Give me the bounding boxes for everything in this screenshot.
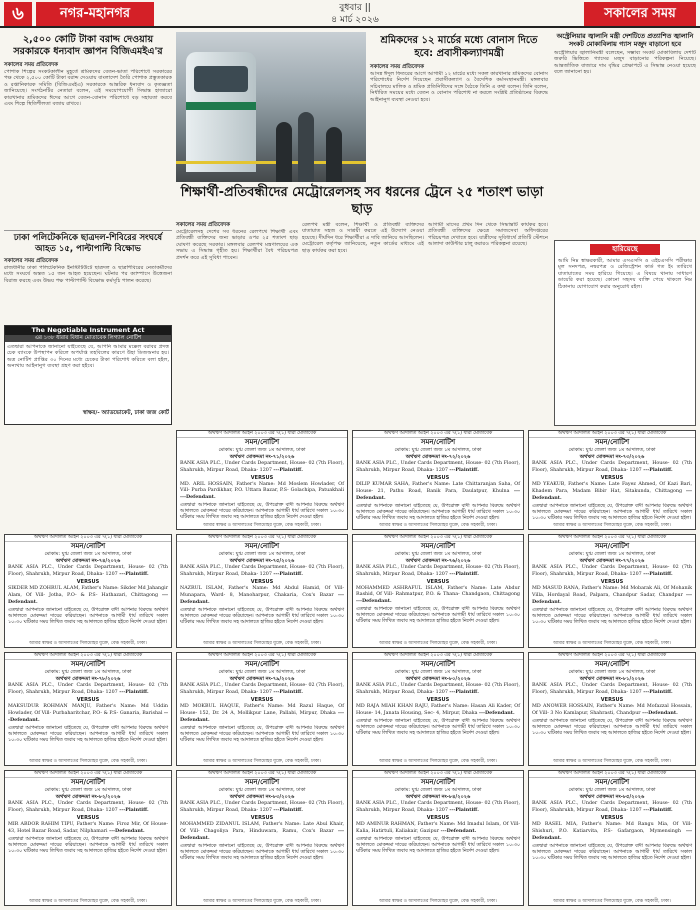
notice-versus: VERSUS <box>426 815 450 821</box>
notice-versus: VERSUS <box>250 815 274 821</box>
notice-defendant <box>5 821 171 836</box>
plaintiff-label: ---Plaintiff. <box>273 571 303 577</box>
notice-plaintiff <box>177 800 347 815</box>
notice-body: এতদ্বারা আপনাকে জানানো যাইতেছে যে, উপরোক্ত বাদী আপনার বিরুদ্ধে অর্থঋণ আদালতে মোকদ্দমা দায়ের করিয়াছেন। আপনাকে আগামী ধার্য তারিখে সকাল ১০:৩০ ঘটিকার সময় লিখিত জবাব সহ আদালতে হাজির হইতে নির্দেশ দেওয়া হইল। <box>8 837 168 854</box>
notice-case-no: অর্থঋণ মোকদ্দমা নং-৭৫/২০২৬ <box>229 557 295 564</box>
plaintiff-text: BANK ASIA PLC., Under Cards Department, House- 02 (7th Floor), Shahrukh, Mirpur Road, Dhaka- 1207 <box>356 683 520 695</box>
notice-title: সমন/নোটিশ <box>70 778 106 786</box>
date-label: ৪ মার্চ ২০২৬ <box>331 15 379 25</box>
notice-case-no: অর্থঋণ মোকদ্দমা নং-৮৫/২০২৬ <box>579 793 645 800</box>
notice-top-line: অর্থঋণ আদালত আইন ২০০৩ এর ৭(১) ধারা মোতাবেক <box>529 431 695 438</box>
notice-court: মোকাম: যুগ্ম জেলা জজ ১ম আদালত, ঢাকা <box>218 447 306 453</box>
notice-versus: VERSUS <box>426 697 450 703</box>
notice-plaintiff <box>529 460 695 475</box>
plaintiff-text: BANK ASIA PLC., Under Cards Department, House- 02 (7th Floor), Shahrukh, Mirpur Road, Dhaka- 1207 <box>532 683 692 695</box>
notice-top-line: অর্থঋণ আদালত আইন ২০০৩ এর ৭(১) ধারা মোতাবেক <box>5 535 171 542</box>
plaintiff-label: ---Plaintiff. <box>119 571 149 577</box>
plaintiff-label: ---Plaintiff. <box>119 807 149 813</box>
notice-body: এতদ্বারা আপনাকে জানানো যাইতেছে যে, উপরোক্ত বাদী আপনার বিরুদ্ধে অর্থঋণ আদালতে মোকদ্দমা দায়ের করিয়াছেন। আপনাকে আগামী ধার্য তারিখে সকাল ১০:৩০ ঘটিকার সময় লিখিত জবাব সহ আদালতে হাজির হইতে নির্দেশ দেওয়া হইল। <box>8 726 168 743</box>
notice-body: এতদ্বারা আপনাকে জানানো যাইতেছে যে, উপরোক্ত বাদী আপনার বিরুদ্ধে অর্থঋণ আদালতে মোকদ্দমা দায়ের করিয়াছেন। আপনাকে আগামী ধার্য তারিখে সকাল ১০:৩০ ঘটিকার সময় লিখিত জবাব সহ আদালতে হাজির হইতে নির্দেশ দেওয়া হইল। <box>8 608 168 625</box>
notice-court: মোকাম: যুগ্ম জেলা জজ ১ম আদালত, ঢাকা <box>218 787 306 793</box>
notice-versus: VERSUS <box>76 697 100 703</box>
notice-defendant <box>177 821 347 843</box>
notice-defendant <box>529 821 695 843</box>
feature-text-1: মেট্রোরেলসহ দেশের সব ধরনের রেলপথে শিক্ষার্থী এবং প্রতিবন্ধী ব্যক্তিদের জন্য ভাড়ার ওপর ২৫ শতাংশ ছাড় ঘোষণা করেছে সরকার। মঙ্গলবার রেলপথ মন্ত্রণালয়ের এক সভায় এ সিদ্ধান্ত গৃহীত হয়। শিক্ষার্থীরা বৈধ পরিচয়পত্র প্রদর্শন করে এই সুবিধা পাবেন। <box>176 229 298 261</box>
lead-headline: ২,৫০০ কোটি টাকা বরাদ্দ দেওয়ায় সরকারকে ধন্যবাদ জ্ঞাপন বিজিএমইএ'র <box>13 34 163 57</box>
notice-body: এতদ্বারা আপনাকে জানানো যাইতেছে যে, উপরোক্ত বাদী আপনার বিরুদ্ধে অর্থঋণ আদালতে মোকদ্দমা দায়ের করিয়াছেন। আপনাকে আগামী ধার্য তারিখে সকাল ১০:৩০ ঘটিকার সময় লিখিত জবাব সহ আদালতে হাজির হইতে নির্দেশ দেওয়া হইল। <box>180 503 344 520</box>
plaintiff-label: ---Plaintiff. <box>643 571 673 577</box>
defendant-text: NAZRUL ISLAM, Father's Name: Md Abdul Hamid, Of Vill- Munapara, Ward- 8, Manoharpur, Chakaria, Cox's Bazar <box>180 586 344 598</box>
notice-plaintiff <box>529 564 695 579</box>
lead-body-text: পোশাক শিল্পের সংকটকালীন মুহূর্তে শ্রমিকদের বেতন-ভাতা পরিশোধে সরকারের পক্ষ থেকে ২,৫০০ কোটি টাকা বরাদ্দ দেওয়ায় বাংলাদেশ তৈরি পোশাক প্রস্তুতকারক ও রপ্তানিকারক সমিতি (বিজিএমইএ) সরকারকে আন্তরিক ধন্যবাদ ও কৃতজ্ঞতা জানিয়েছে। সংগঠনটির নেতারা বলেন, এই সময়োপযোগী সিদ্ধান্ত হাজারো কারখানার শ্রমিকদের ঈদের আগে বেতন-বোনাস পরিশোধে বড় সহায়তা করবে এবং শিল্পে স্থিতিশীলতা বজায় রাখবে। <box>4 69 172 108</box>
plaintiff-text: BANK ASIA PLC., Under Cards Department, House- 02 (7th Floor), Shahrukh, Mirpur Road, Dhaka- 1207 <box>8 683 168 695</box>
defendant-label: ---Defendant. <box>180 592 344 605</box>
defendant-text: SIKDER MD ZOHRUL ALAM, Father's Name: Sikder Md Jahangir Alam, Of Vill- Jotha, P.O- & P.S- Hathazari, Chittagong <box>8 586 169 598</box>
notice-title: সমন/নোটিশ <box>594 542 630 550</box>
notice-body: এতদ্বারা আপনাকে জানানো যাইতেছে যে, উপরোক্ত বাদী আপনার বিরুদ্ধে অর্থঋণ আদালতে মোকদ্দমা দায়ের করিয়াছেন। আপনাকে আগামী ধার্য তারিখে সকাল ১০:৩০ ঘটিকার সময় লিখিত জবাব সহ আদালতে হাজির হইতে নির্দেশ দেওয়া হইল। <box>532 719 692 736</box>
defendant-text: MAKSUDUR ROHMAN MANJU, Father's Name: Md Uddin Howlader, Of Vill- Purbaharitchar, P.O- & P.S- Ganaria, Barishal <box>8 704 168 716</box>
notice-body: এতদ্বারা আপনাকে জানানো যাইতেছে যে, উপরোক্ত বাদী আপনার বিরুদ্ধে অর্থঋণ আদালতে মোকদ্দমা দায়ের করিয়াছেন। আপনাকে আগামী ধার্য তারিখে সকাল ১০:৩০ ঘটিকার সময় লিখিত জবাব সহ আদালতে হাজির হইতে নির্দেশ দেওয়া হইল। <box>356 719 520 736</box>
notice-top-line: অর্থঋণ আদালত আইন ২০০৩ এর ৭(১) ধারা মোতাবেক <box>5 653 171 660</box>
notice-footer: আমার স্বাক্ষর ও আদালতের সিলমোহর যুক্তে, বেঞ্চ সহকারী, ঢাকা। <box>29 640 147 646</box>
ni-signature: স্বাক্ষর/- অ্যাডভোকেট, ঢাকা জজ কোর্ট <box>82 410 169 416</box>
notice-plaintiff <box>5 564 171 579</box>
feature-byline: সকালের সময় প্রতিবেদক <box>176 222 230 228</box>
plaintiff-text: BANK ASIA PLC., Under Cards Department, House- 02 (7th Floor), Shahrukh, Mirpur Road, Dhaka- 1207 <box>532 565 692 577</box>
notice-footer: আমার স্বাক্ষর ও আদালতের সিলমোহর যুক্তে, বেঞ্চ সহকারী, ঢাকা। <box>553 758 671 764</box>
notice-plaintiff <box>177 564 347 579</box>
feature-text-3: আগামী মাসের প্রথম দিন থেকে সিদ্ধান্তটি কার্যকর হবে। প্রতিবন্ধী ব্যক্তিদের ক্ষেত্রে সমাজসেবা অধিদপ্তরের পরিচয়পত্র দেখাতে হবে। যাত্রীদের সুবিধার্থে প্রতিটি স্টেশনে আলাদা কাউন্টার চালু করারও পরিকল্পনা রয়েছে। <box>428 222 548 248</box>
notice-court: মোকাম: যুগ্ম জেলা জজ ১ম আদালত, ঢাকা <box>568 787 656 793</box>
notice-footer: আমার স্বাক্ষর ও আদালতের সিলমোহর যুক্তে, বেঞ্চ সহকারী, ঢাকা। <box>203 640 321 646</box>
plaintiff-label: ---Plaintiff. <box>643 689 673 695</box>
notice-top-line: অর্থঋণ আদালত আইন ২০০৩ এর ৭(১) ধারা মোতাবেক <box>353 771 523 778</box>
notice-body: এতদ্বারা আপনাকে জানানো যাইতেছে যে, উপরোক্ত বাদী আপনার বিরুদ্ধে অর্থঋণ আদালতে মোকদ্দমা দায়ের করিয়াছেন। আপনাকে আগামী ধার্য তারিখে সকাল ১০:৩০ ঘটিকার সময় লিখিত জবাব সহ আদালতে হাজির হইতে নির্দেশ দেওয়া হইল। <box>356 504 520 521</box>
notice-footer: আমার স্বাক্ষর ও আদালতের সিলমোহর যুক্তে, বেঞ্চ সহকারী, ঢাকা। <box>379 640 497 646</box>
court-notice <box>528 534 696 648</box>
plaintiff-text: BANK ASIA PLC., Under Cards Department, House- 02 (7th Floor), Shahrukh, Mirpur Road, Dhaka- 1207 <box>356 565 520 577</box>
notice-body: এতদ্বারা আপনাকে জানানো যাইতেছে যে, উপরোক্ত বাদী আপনার বিরুদ্ধে অর্থঋণ আদালতে মোকদ্দমা দায়ের করিয়াছেন। আপনাকে আগামী ধার্য তারিখে সকাল ১০:৩০ ঘটিকার সময় লিখিত জবাব সহ আদালতে হাজির হইতে নির্দেশ দেওয়া হইল। <box>180 726 344 743</box>
notice-court: মোকাম: যুগ্ম জেলা জজ ১ম আদালত, ঢাকা <box>394 551 482 557</box>
notice-body: এতদ্বারা আপনাকে জানানো যাইতেছে যে, উপরোক্ত বাদী আপনার বিরুদ্ধে অর্থঋণ আদালতে মোকদ্দমা দায়ের করিয়াছেন। আপনাকে আগামী ধার্য তারিখে সকাল ১০:৩০ ঘটিকার সময় লিখিত জবাব সহ আদালতে হাজির হইতে নির্দেশ দেওয়া হইল। <box>532 844 692 861</box>
notice-defendant <box>529 481 695 503</box>
lost-notice-text: আমি নিম্ন স্বাক্ষরকারী, আমার এসএসসি ও এইচএসসি পরীক্ষার মূল সনদপত্র, নম্বরপত্র ও রেজিস্ট্রেশন কার্ড গত ইং তারিখে যাতায়াতের সময় হারিয়ে গিয়েছে। এ বিষয়ে থানায় সাধারণ ডায়েরি করা হয়েছে। কোনো সহৃদয় ব্যক্তি পেয়ে থাকলে নিম্ন ঠিকানায় যোগাযোগ করার অনুরোধ রইল। <box>558 258 692 290</box>
newspaper-logo: সকালের সময় <box>584 2 696 26</box>
notice-case-no: অর্থঋণ মোকদ্দমা নং-৭৬/২০২৬ <box>405 557 471 564</box>
plaintiff-label: ---Plaintiff. <box>449 467 479 473</box>
plaintiff-text: BANK ASIA PLC., Under Cards Department, House- 02 (7th Floor), Shahrukh, Mirpur Road, Dhaka- 1207 <box>532 801 692 813</box>
notice-defendant <box>177 481 347 502</box>
defendant-text: MOHAMMED ASHRAFUL ISLAM, Father's Name: Late Abdur Rashid, Of Vill- Rahmatpur, P.O. & Thana- Chandgaon, Chittagong <box>356 586 520 597</box>
defendant-label: ---Defendant. <box>180 710 344 723</box>
notice-case-no: অর্থঋণ মোকদ্দমা নং-৭৯/২০২৬ <box>229 675 295 682</box>
notice-footer: আমার স্বাক্ষর ও আদালতের সিলমোহর যুক্তে, বেঞ্চ সহকারী, ঢাকা। <box>203 522 321 528</box>
defendant-label: ---Defendant. <box>440 828 477 834</box>
court-notice <box>176 430 348 530</box>
court-notice <box>4 652 172 766</box>
defendant-text: MD YEAKUB, Father's Name: Late Fayez Ahmed, Of Kazi Bari, Khadem Para, Madam Bibir Hat, Sitakunda, Chittagong <box>532 482 692 494</box>
court-notice <box>528 652 696 766</box>
plaintiff-text: BANK ASIA PLC., Under Cards Department, House- 02 (7th Floor), Shahrukh, Mirpur Road, Dhaka- 1207 <box>180 683 344 695</box>
ni-body-text: এতদ্বারা আপনাকে জানানো যাইতেছে যে, আপনি আমার মক্কেল বরাবর প্রদত্ত চেক ব্যাংকে উপস্থাপন করিলে অপর্যাপ্ত তহবিলের কারণে উহা ডিজঅনার হয়। অত্র নোটিশ প্রাপ্তির ৩০ দিনের মধ্যে চেকের টাকা পরিশোধ করিতে বলা হইল, অন্যথায় আইনানুগ ব্যবস্থা গ্রহণ করা হইবে। <box>7 344 169 370</box>
defendant-text: MD RASEL MIA, Father's Name: Md Rangu Mia, Of Vill- Shishuri, P.O. Katiarvita, P.S- Gafargaon, Mymensingh <box>532 822 692 834</box>
notice-case-no: অর্থঋণ মোকদ্দমা নং-৭৮/২০২৬ <box>55 675 121 682</box>
notice-versus: VERSUS <box>600 579 624 585</box>
notice-case-no: অর্থঋণ মোকদ্দমা নং-৭৩/২০২৬ <box>579 453 645 460</box>
notice-top-line: অর্থঋণ আদালত আইন ২০০৩ এর ৭(১) ধারা মোতাবেক <box>353 653 523 660</box>
defendant-text: MD MASUD RANA, Father's Name: Md Mobarak Ali, Of Mohanik Villa, Hordayal Road, Palpara, Chandpur Sadar, Chandpur <box>532 586 692 598</box>
notice-case-no: অর্থঋণ মোকদ্দমা নং-৮৪/২০২৬ <box>405 793 471 800</box>
right-column-text: অস্ট্রেলিয়ার জ্বালানিমন্ত্রী বলেছেন, সম্ভাব্য সংকট মোকাবিলায় দেশটি জরুরি ভিত্তিতে গ্যাসের মজুদ বাড়ানোর পরিকল্পনা নিয়েছে। আন্তর্জাতিক বাজারে দাম বৃদ্ধির প্রেক্ষাপটে এ সিদ্ধান্ত নেওয়া হয়েছে বলে জানানো হয়। <box>554 50 696 76</box>
notice-footer: আমার স্বাক্ষর ও আদালতের সিলমোহর যুক্তে, বেঞ্চ সহকারী, ঢাকা। <box>379 522 497 528</box>
notice-title: সমন/নোটিশ <box>594 660 630 668</box>
right-story-headline: শ্রমিকদের ১২ মার্চের মধ্যে বোনাস দিতে হবে: প্রবাসীকল্যাণমন্ত্রী <box>380 35 538 59</box>
notice-footer: আমার স্বাক্ষর ও আদালতের সিলমোহর যুক্তে, বেঞ্চ সহকারী, ঢাকা। <box>29 898 147 904</box>
notice-case-no: অর্থঋণ মোকদ্দমা নং-৮৩/২০২৬ <box>229 793 295 800</box>
notice-plaintiff <box>5 682 171 697</box>
notice-title: সমন/নোটিশ <box>594 438 630 446</box>
feature-text-2: রেলপথ মন্ত্রী বলেন, শিক্ষার্থী ও প্রতিবন্ধী ব্যক্তিদের যাতায়াত সহজ ও সাশ্রয়ী করতে এই উদ্যোগ নেওয়া হয়েছে। দীর্ঘদিন ধরে শিক্ষার্থীরা এ দাবি জানিয়ে আসছিলেন। মেট্রোরেল কর্তৃপক্ষ জানিয়েছে, নতুন কার্ডের মাধ্যমে এই ছাড় কার্যকর করা হবে। <box>302 222 424 254</box>
plaintiff-label: ---Plaintiff. <box>449 807 479 813</box>
notice-versus: VERSUS <box>426 579 450 585</box>
notice-footer: আমার স্বাক্ষর ও আদালতের সিলমোহর যুক্তে, বেঞ্চ সহকারী, ঢাকা। <box>29 758 147 764</box>
notice-plaintiff <box>177 460 347 475</box>
right-story-byline: সকালের সময় প্রতিবেদক <box>370 64 424 70</box>
notice-versus: VERSUS <box>76 579 100 585</box>
feature-headline: শিক্ষার্থী-প্রতিবন্ধীদের মেট্রোরেলসহ সব ধরনের ট্রেনে ২৫ শতাংশ ভাড়া ছাড় <box>180 185 544 217</box>
defendant-label: ---Defendant. <box>356 488 520 501</box>
defendant-label: ---Defendant. <box>8 710 168 723</box>
notice-defendant <box>5 585 171 607</box>
story2-body-text: রাজধানীর ঢাকা পলিটেকনিক ইনস্টিটিউটে ছাত্রদল ও ছাত্রশিবিরের নেতাকর্মীদের মধ্যে সংঘর্ষে অন্তত ১৫ জন আহত হয়েছেন। ঘটনার পর ক্যাম্পাসে উত্তেজনা বিরাজ করছে এবং উভয় পক্ষ পাল্টাপাল্টি বিক্ষোভ কর্মসূচি পালন করেছে। <box>4 265 172 284</box>
notice-footer: আমার স্বাক্ষর ও আদালতের সিলমোহর যুক্তে, বেঞ্চ সহকারী, ঢাকা। <box>553 522 671 528</box>
plaintiff-text: BANK ASIA PLC., Under Cards Department, House- 02 (7th Floor), Shahrukh, Mirpur Road, Dhaka- 1207 <box>180 801 344 813</box>
notice-versus: VERSUS <box>76 815 100 821</box>
notice-court: মোকাম: যুগ্ম জেলা জজ ১ম আদালত, ঢাকা <box>44 669 132 675</box>
plaintiff-label: ---Plaintiff. <box>119 689 149 695</box>
train-stripe <box>186 102 256 110</box>
defendant-label: ---Defendant. <box>356 598 392 604</box>
court-notice <box>176 652 348 766</box>
notice-top-line: অর্থঋণ আদালত আইন ২০০৩ এর ৭(১) ধারা মোতাবেক <box>177 771 347 778</box>
notice-court: মোকাম: যুগ্ম জেলা জজ ১ম আদালত, ঢাকা <box>218 551 306 557</box>
notice-footer: আমার স্বাক্ষর ও আদালতের সিলমোহর যুক্তে, বেঞ্চ সহকারী, ঢাকা। <box>379 898 497 904</box>
notice-defendant <box>177 703 347 725</box>
plaintiff-text: BANK ASIA PLC., Under Cards Department, House- 02 (7th Floor), Shahrukh, Mirpur Road, Dhaka- 1207 <box>180 565 344 577</box>
notice-plaintiff <box>353 800 523 815</box>
notice-defendant <box>353 481 523 503</box>
notice-title: সমন/নোটিশ <box>70 660 106 668</box>
notice-defendant <box>177 585 347 607</box>
lost-notice <box>554 240 696 426</box>
plaintiff-text: BANK ASIA PLC., Under Cards Department, House- 02 (7th Floor), Shahrukh, Mirpur Road, Dhaka- 1207 <box>532 461 692 473</box>
notice-body: এতদ্বারা আপনাকে জানানো যাইতেছে যে, উপরোক্ত বাদী আপনার বিরুদ্ধে অর্থঋণ আদালতে মোকদ্দমা দায়ের করিয়াছেন। আপনাকে আগামী ধার্য তারিখে সকাল ১০:৩০ ঘটিকার সময় লিখিত জবাব সহ আদালতে হাজির হইতে নির্দেশ দেওয়া হইল। <box>180 608 344 625</box>
passenger-figure <box>326 127 342 182</box>
notice-defendant <box>5 703 171 725</box>
notice-body: এতদ্বারা আপনাকে জানানো যাইতেছে যে, উপরোক্ত বাদী আপনার বিরুদ্ধে অর্থঋণ আদালতে মোকদ্দমা দায়ের করিয়াছেন। আপনাকে আগামী ধার্য তারিখে সকাল ১০:৩০ ঘটিকার সময় লিখিত জবাব সহ আদালতে হাজির হইতে নির্দেশ দেওয়া হইল। <box>532 608 692 625</box>
notice-versus: VERSUS <box>600 475 624 481</box>
notice-top-line: অর্থঋণ আদালত আইন ২০০৩ এর ৭(১) ধারা মোতাবেক <box>177 535 347 542</box>
court-notice <box>176 770 348 906</box>
plaintiff-label: ---Plaintiff. <box>643 467 673 473</box>
notice-court: মোকাম: যুগ্ম জেলা জজ ১ম আদালত, ঢাকা <box>218 669 306 675</box>
notice-body: এতদ্বারা আপনাকে জানানো যাইতেছে যে, উপরোক্ত বাদী আপনার বিরুদ্ধে অর্থঋণ আদালতে মোকদ্দমা দায়ের করিয়াছেন। আপনাকে আগামী ধার্য তারিখে সকাল ১০:৩০ ঘটিকার সময় লিখিত জবাব সহ আদালতে হাজির হইতে নির্দেশ দেওয়া হইল। <box>532 504 692 521</box>
notice-plaintiff <box>529 682 695 697</box>
notice-plaintiff <box>353 682 523 697</box>
notice-court: মোকাম: যুগ্ম জেলা জজ ১ম আদালত, ঢাকা <box>394 787 482 793</box>
notice-defendant <box>353 703 523 718</box>
defendant-text: MD RAJA MIAH KHAN RAJU, Father's Name: Hasan Ali Kader, Of House- 14, Janata Housing, Sec- 4, Mirpur, Dhaka <box>356 704 520 716</box>
notice-top-line: অর্থঋণ আদালত আইন ২০০৩ এর ৭(১) ধারা মোতাবেক <box>529 771 695 778</box>
notice-plaintiff <box>529 800 695 815</box>
defendant-label: ---Defendant. <box>642 710 678 716</box>
notice-case-no: অর্থঋণ মোকদ্দমা নং-৮০/২০২৬ <box>405 675 471 682</box>
defendant-text: MD ANOWER HOSSAIN, Father's Name: Md Mofazzal Hossain, Of Vill- 3 No Kamlapur, Shahrasti, Chandpur <box>532 704 692 716</box>
notice-title: সমন/নোটিশ <box>420 660 456 668</box>
defendant-text: MD AMINUR RAHMAN, Father's Name: Md Imadul Islam, Of Vill- Kalia, Hatirtuli, Kaliakair, Gazipur <box>356 822 520 834</box>
defendant-text: DILIP KUMAR SAHA, Father's Name: Late Chittaranjan Saha, Of House- 21, Pathu Road, Banik Para, Daulatpur, Khulna <box>356 482 520 494</box>
notice-defendant <box>529 585 695 607</box>
lead-story <box>4 62 172 227</box>
notice-top-line: অর্থঋণ আদালত আইন ২০০৩ এর ৭(১) ধারা মোতাবেক <box>177 653 347 660</box>
notice-defendant <box>529 703 695 718</box>
notice-footer: আমার স্বাক্ষর ও আদালতের সিলমোহর যুক্তে, বেঞ্চ সহকারী, ঢাকা। <box>553 640 671 646</box>
notice-case-no: অর্থঋণ মোকদ্দমা নং-৭৭/২০২৬ <box>579 557 645 564</box>
court-notice <box>176 534 348 648</box>
notice-versus: VERSUS <box>250 697 274 703</box>
right-story <box>370 64 548 182</box>
notice-title: সমন/নোটিশ <box>244 438 280 446</box>
notice-top-line: অর্থঋণ আদালত আইন ২০০৩ এর ৭(১) ধারা মোতাবেক <box>353 535 523 542</box>
notice-court: মোকাম: যুগ্ম জেলা জজ ১ম আদালত, ঢাকা <box>394 447 482 453</box>
story2-byline: সকালের সময় প্রতিবেদক <box>4 258 58 264</box>
defendant-label: ---Defendant. <box>532 488 693 501</box>
court-notice <box>352 652 524 766</box>
plaintiff-text: BANK ASIA PLC., Under Cards Department, House- 02 (7th Floor), Shahrukh, Mirpur Road, Dhaka- 1207 <box>8 565 168 577</box>
court-notice <box>352 770 524 906</box>
notice-top-line: অর্থঋণ আদালত আইন ২০০৩ এর ৭(১) ধারা মোতাবেক <box>529 653 695 660</box>
notice-plaintiff <box>353 460 523 475</box>
notice-plaintiff <box>5 800 171 815</box>
plaintiff-label: ---Plaintiff. <box>643 807 673 813</box>
notice-body: এতদ্বারা আপনাকে জানানো যাইতেছে যে, উপরোক্ত বাদী আপনার বিরুদ্ধে অর্থঋণ আদালতে মোকদ্দমা দায়ের করিয়াছেন। আপনাকে আগামী ধার্য তারিখে সকাল ১০:৩০ ঘটিকার সময় লিখিত জবাব সহ আদালতে হাজির হইতে নির্দেশ দেওয়া হইল। <box>356 837 520 854</box>
defendant-text: MOHAMMED ZIDANUL ISLAM, Father's Name: Late Abul Khair, Of Vill- Chagoliya Para, Hinduwara, Ramu, Cox's Bazar <box>180 822 344 834</box>
plaintiff-text: BANK ASIA PLC., Under Cards Department, House- 02 (7th Floor), Shahrukh, Mirpur Road, Dhaka- 1207 <box>8 801 168 813</box>
plaintiff-text: BANK ASIA PLC., Under Cards Department, House- 02 (7th Floor), Shahrukh, Mirpur Road, Dhaka- 1207 <box>180 461 344 473</box>
defendant-label: ---Defendant. <box>532 828 692 841</box>
court-notice <box>4 770 172 906</box>
notice-body: এতদ্বারা আপনাকে জানানো যাইতেছে যে, উপরোক্ত বাদী আপনার বিরুদ্ধে অর্থঋণ আদালতে মোকদ্দমা দায়ের করিয়াছেন। আপনাকে আগামী ধার্য তারিখে সকাল ১০:৩০ ঘটিকার সময় লিখিত জবাব সহ আদালতে হাজির হইতে নির্দেশ দেওয়া হইল। <box>180 844 344 861</box>
notice-court: মোকাম: যুগ্ম জেলা জজ ১ম আদালত, ঢাকা <box>568 669 656 675</box>
story2-headline: ঢাকা পলিটেকনিকে ছাত্রদল-শিবিরের সংঘর্ষে আহত ১৫, পাল্টাপাল্টি বিক্ষোভ <box>4 230 172 255</box>
plaintiff-label: ---Plaintiff. <box>273 807 303 813</box>
notice-footer: আমার স্বাক্ষর ও আদালতের সিলমোহর যুক্তে, বেঞ্চ সহকারী, ঢাকা। <box>379 758 497 764</box>
notice-court: মোকাম: যুগ্ম জেলা জজ ১ম আদালত, ঢাকা <box>44 551 132 557</box>
court-notice <box>528 770 696 906</box>
notice-top-line: অর্থঋণ আদালত আইন ২০০৩ এর ৭(১) ধারা মোতাবেক <box>177 431 347 438</box>
notice-title: সমন/নোটিশ <box>420 542 456 550</box>
plaintiff-label: ---Plaintiff. <box>449 571 479 577</box>
dateline <box>290 2 420 26</box>
lead-byline: সকালের সময় প্রতিবেদক <box>4 62 58 68</box>
feature-column-1 <box>176 222 298 427</box>
plaintiff-text: BANK ASIA PLC., Under Cards Department, House- 02 (7th Floor), Shahrukh, Mirpur Road, Dhaka- 1207 <box>356 461 520 473</box>
notice-title: সমন/নোটিশ <box>244 660 280 668</box>
notice-top-line: অর্থঋণ আদালত আইন ২০০৩ এর ৭(১) ধারা মোতাবেক <box>353 431 523 438</box>
defendant-text: MD. ARIL HOSSAIN, Father's Name: Md Moslem Howlader, Of Vill- Purba Pardikhar, P.O. Uttara Bazar, P.S- Golachipa, Patuakhali <box>180 482 344 493</box>
notice-case-no: অর্থঋণ মোকদ্দমা নং-৮১/২০২৬ <box>579 675 645 682</box>
notice-versus: VERSUS <box>250 475 274 481</box>
right-column-headline: অস্ট্রেলিয়ার জ্বালানি মন্ত্রী দেশটিতে প্রত্যাশিত জ্বালানি সংকট মোকাবিলায় গ্যাস মজুদ বাড়ানো হবে <box>556 32 694 48</box>
notice-plaintiff <box>177 682 347 697</box>
right-story-body-text: আসন্ন ঈদুল ফিতরের আগে আগামী ১২ মার্চের মধ্যে সকল কারখানার শ্রমিকদের বোনাস পরিশোধের নির্দেশ দিয়েছেন প্রবাসীকল্যাণ ও বৈদেশিক কর্মসংস্থানমন্ত্রী। মঙ্গলবার সচিবালয়ে মালিক ও শ্রমিক প্রতিনিধিদের সঙ্গে বৈঠকে তিনি এ কথা বলেন। তিনি বলেন, নির্ধারিত সময়ের মধ্যে বেতন ও বোনাস পরিশোধ না করলে সংশ্লিষ্ট প্রতিষ্ঠানের বিরুদ্ধে আইনানুগ ব্যবস্থা নেওয়া হবে। <box>370 71 548 103</box>
notice-case-no: অর্থঋণ মোকদ্দমা নং-৭১/২০২৬ <box>229 453 295 460</box>
notice-court: মোকাম: যুগ্ম জেলা জজ ১ম আদালত, ঢাকা <box>44 787 132 793</box>
defendant-label: ---Defendant. <box>479 710 515 716</box>
defendant-label: ---Defendant. <box>8 592 168 605</box>
notice-versus: VERSUS <box>600 697 624 703</box>
notice-footer: আমার স্বাক্ষর ও আদালতের সিলমোহর যুক্তে, বেঞ্চ সহকারী, ঢাকা। <box>553 898 671 904</box>
day-label: বুধবার || <box>339 3 371 13</box>
lost-notice-title: হারিয়েছে <box>590 244 660 255</box>
notice-defendant <box>353 585 523 606</box>
notice-case-no: অর্থঋণ মোকদ্দমা নং-৭২/২০২৬ <box>405 453 471 460</box>
court-notice <box>352 534 524 648</box>
court-notice <box>528 430 696 530</box>
notice-top-line: অর্থঋণ আদালত আইন ২০০৩ এর ৭(১) ধারা মোতাবেক <box>529 535 695 542</box>
notice-court: মোকাম: যুগ্ম জেলা জজ ১ম আদালত, ঢাকা <box>568 447 656 453</box>
notice-title: সমন/নোটিশ <box>420 438 456 446</box>
notice-footer: আমার স্বাক্ষর ও আদালতের সিলমোহর যুক্তে, বেঞ্চ সহকারী, ঢাকা। <box>203 758 321 764</box>
notice-court: মোকাম: যুগ্ম জেলা জজ ১ম আদালত, ঢাকা <box>394 669 482 675</box>
defendant-label: ---Defendant. <box>180 494 216 500</box>
plaintiff-label: ---Plaintiff. <box>273 467 303 473</box>
negotiable-instrument-notice <box>4 325 172 425</box>
notice-versus: VERSUS <box>426 475 450 481</box>
passenger-figure <box>276 122 292 182</box>
notice-body: এতদ্বারা আপনাকে জানানো যাইতেছে যে, উপরোক্ত বাদী আপনার বিরুদ্ধে অর্থঋণ আদালতে মোকদ্দমা দায়ের করিয়াছেন। আপনাকে আগামী ধার্য তারিখে সকাল ১০:৩০ ঘটিকার সময় লিখিত জবাব সহ আদালতে হাজির হইতে নির্দেশ দেওয়া হইল। <box>356 607 520 624</box>
notice-case-no: অর্থঋণ মোকদ্দমা নং-৮২/২০২৬ <box>55 793 121 800</box>
notice-title: সমন/নোটিশ <box>244 778 280 786</box>
notice-title: সমন/নোটিশ <box>244 542 280 550</box>
plaintiff-text: BANK ASIA PLC., Under Cards Department, House- 02 (7th Floor), Shahrukh, Mirpur Road, Dhaka- 1207 <box>356 801 520 813</box>
notice-versus: VERSUS <box>250 579 274 585</box>
defendant-label: ---Defendant. <box>109 828 145 834</box>
plaintiff-label: ---Plaintiff. <box>273 689 303 695</box>
notice-case-no: অর্থঋণ মোকদ্দমা নং-৭৪/২০২৬ <box>55 557 121 564</box>
train-window <box>194 66 248 92</box>
notice-title: সমন/নোটিশ <box>594 778 630 786</box>
notice-title: সমন/নোটিশ <box>70 542 106 550</box>
plaintiff-label: ---Plaintiff. <box>449 689 479 695</box>
notice-footer: আমার স্বাক্ষর ও আদালতের সিলমোহর যুক্তে, বেঞ্চ সহকারী, ঢাকা। <box>203 898 321 904</box>
notice-versus: VERSUS <box>600 815 624 821</box>
defendant-label: ---Defendant. <box>532 592 693 605</box>
notice-top-line: অর্থঋণ আদালত আইন ২০০৩ এর ৭(১) ধারা মোতাবেক <box>5 771 171 778</box>
page-number: ৬ <box>4 2 32 26</box>
defendant-text: MD MOKBUL HAQUE, Father's Name: Md Razul Haque, Of House- 152, Dr. 24 A, Mollikpur Lane, Pallabi, Mirpur, Dhaka <box>180 704 344 716</box>
ni-title: The Negotiable Instrument Act <box>5 326 171 335</box>
story2 <box>4 258 172 322</box>
defendant-label: ---Defendant. <box>180 828 344 841</box>
court-notice <box>4 534 172 648</box>
notice-defendant <box>353 821 523 836</box>
court-notice <box>352 430 524 530</box>
section-title: নগর-মহানগর <box>36 2 154 26</box>
notice-title: সমন/নোটিশ <box>420 778 456 786</box>
defendant-text: MIR ABDOR RAHIM TIPU, Father's Name: Firoz Mir, Of House- 43, Hotel Bazar Road, Sadar, Nilphamari <box>8 822 168 834</box>
notice-court: মোকাম: যুগ্ম জেলা জজ ১ম আদালত, ঢাকা <box>568 551 656 557</box>
metro-rail-photo <box>176 32 366 182</box>
page-header <box>0 0 700 28</box>
ni-subtitle: এর ১৩৮ ধারার বিধান মোতাবেক লিগ্যাল নোটিশ <box>5 335 171 342</box>
notice-plaintiff <box>353 564 523 579</box>
passenger-figure <box>298 112 314 182</box>
